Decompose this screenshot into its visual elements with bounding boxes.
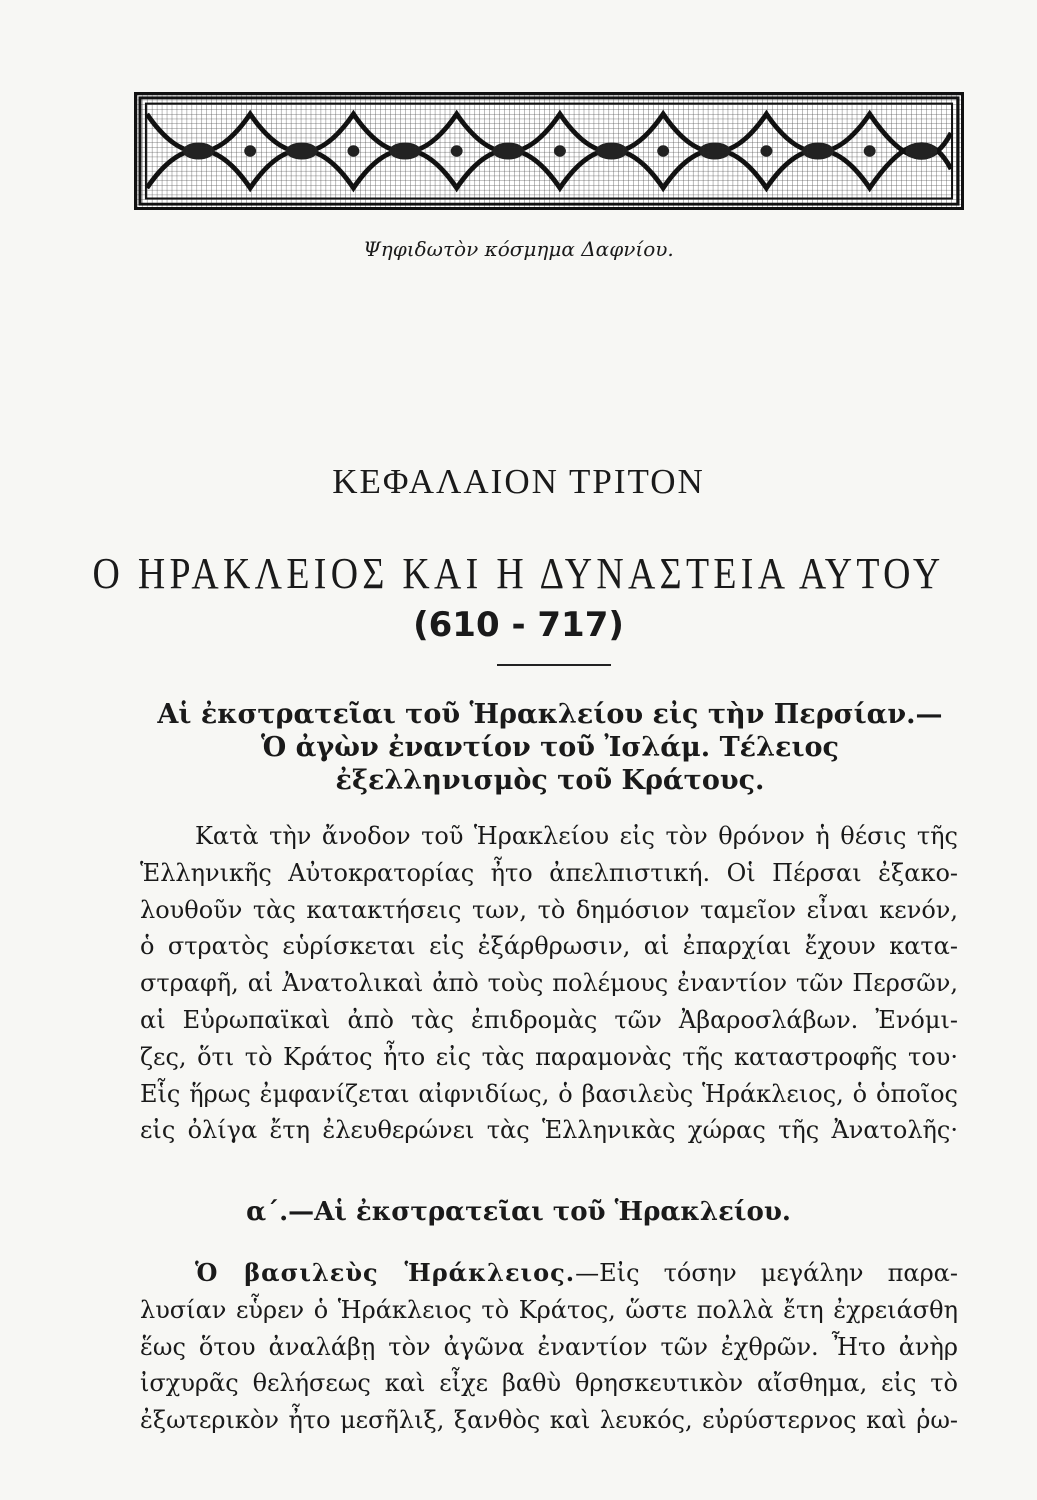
text-line: Κατὰ τὴν ἄνοδον τοῦ Ἡρακλείου εἰς τὸν θρόνον ἡ θέσις τῆς [195,822,958,850]
chapter-label: ΚΕΦΑΛΑΙΟΝ ΤΡΙΤΟΝ [332,462,705,501]
text-line: ὁ στρατὸς εὑρίσκεται εἰς ἐξάρθρωσιν, αἱ ἐπαρχίαι ἔχουν κατα- [140,932,958,961]
summary-line: Αἱ ἐκστρατεῖαι τοῦ Ἡρακλείου εἰς τὴν Περσίαν.— [157,699,943,730]
text-line: ἐξωτερικὸν ἦτο μεσῆλιξ, ξανθὸς καὶ λευκός, εὐρύστερνος καὶ ῥω- [140,1406,958,1435]
summary-line: ἐξελληνισμὸς τοῦ Κράτους. [335,765,765,796]
text-line: Ἑλληνικῆς Αὐτοκρατορίας ἦτο ἀπελπιστική. Οἱ Πέρσαι ἐξακο- [140,858,958,887]
text-line: ζες, ὅτι τὸ Κράτος ἦτο εἰς τὰς παραμονὰς τῆς καταστροφῆς του· [140,1042,958,1071]
section-paragraph [140,1255,958,1439]
text-line: στραφῆ, αἱ Ἀνατολικαὶ ἀπὸ τοὺς πολέμους ἐναντίον τῶν Περσῶν, [140,969,958,998]
ornament-pattern [137,95,961,207]
summary-line: Ὁ ἀγὼν ἐναντίον τοῦ Ἰσλάμ. Τέλειος [261,732,839,763]
chapter-title: Ο ΗΡΑΚΛΕΙΟΣ ΚΑΙ Η ΔΥΝΑΣΤΕΙΑ ΑΥΤΟΥ [92,549,945,598]
section-heading: α΄.—Αἱ ἐκστρατεῖαι τοῦ Ἡρακλείου. [246,1197,791,1227]
text-fragment: —Εἰς τόσην μεγάλην παρα- [575,1259,958,1287]
text-line: λουθοῦν τὰς κατακτήσεις των, τὸ δημόσιον ταμεῖον εἶναι κενόν, [140,895,958,924]
text-line: λυσίαν εὗρεν ὁ Ἡράκλειος τὸ Κράτος, ὥστε πολλὰ ἔτη ἐχρειάσθη [140,1295,958,1324]
ornament-caption: Ψηφιδωτὸν κόσμημα Δαφνίου. [363,237,674,261]
mosaic-ornament-image [134,92,964,210]
chapter-dates: (610 - 717) [413,605,624,645]
divider-rule [497,664,611,666]
text-line: Εἷς ἥρως ἐμφανίζεται αἰφνιδίως, ὁ βασιλεὺς Ἡράκλειος, ὁ ὁποῖος [140,1079,958,1108]
text-line [140,1255,958,1292]
run-in-heading: Ὁ βασιλεὺς Ἡράκλειος. [195,1258,576,1287]
text-line: ἕως ὅτου ἀναλάβῃ τὸν ἀγῶνα ἐναντίον τῶν ἐχθρῶν. Ἦτο ἀνὴρ [140,1332,958,1361]
text-line: εἰς ὀλίγα ἔτη ἐλευθερώνει τὰς Ἑλληνικὰς χώρας τῆς Ἀνατολῆς· [140,1116,958,1145]
chapter-summary [140,698,960,797]
text-line: ἰσχυρᾶς θελήσεως καὶ εἶχε βαθὺ θρησκευτικὸν αἴσθημα, εἰς τὸ [140,1369,958,1398]
text-line: αἱ Εὐρωπαϊκαὶ ἀπὸ τὰς ἐπιδρομὰς τῶν Ἀβαροσλάβων. Ἐνόμι- [140,1005,958,1034]
intro-paragraph [140,818,958,1149]
